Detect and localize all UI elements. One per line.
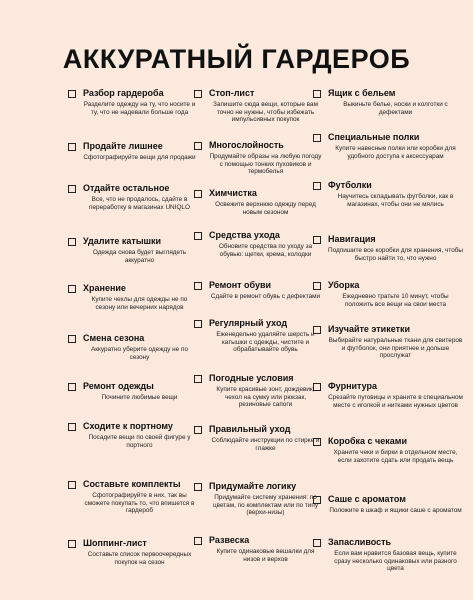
checklist-item-description: Продумайте образы на любую погоду с помощью тонких пуховиков и термобелья xyxy=(209,153,322,175)
checklist-item xyxy=(194,531,322,563)
checkbox[interactable] xyxy=(194,282,202,290)
checklist-item-text xyxy=(209,535,322,563)
checkbox[interactable] xyxy=(68,143,76,151)
checkbox[interactable] xyxy=(313,383,321,391)
checklist-item xyxy=(68,232,196,264)
checklist-item xyxy=(68,475,196,515)
checklist-item-title: Саше с ароматом xyxy=(328,494,406,504)
checklist-item-text xyxy=(83,88,196,116)
checklist-item-description: Сфотографируйте вещи для продажи xyxy=(83,154,196,161)
checklist-item-text xyxy=(83,283,196,311)
checklist-item-text xyxy=(83,479,196,515)
checkbox[interactable] xyxy=(68,540,76,548)
checklist-item xyxy=(68,179,196,211)
checklist-item xyxy=(313,377,463,409)
checklist-item-text xyxy=(209,88,322,124)
checklist-item-text xyxy=(209,188,322,216)
checklist-item-description: Все, что не продалось, сдайте в переработку в магазинах UNIQLO xyxy=(89,196,190,211)
checkbox[interactable] xyxy=(68,335,76,343)
checklist-item-description: Еженедельно удаляйте шерсть и катышки с одежды, чистите и обрабатывайте обувь xyxy=(216,331,315,353)
checklist-item-title: Запасливость xyxy=(328,537,392,547)
checklist-item xyxy=(194,136,322,176)
checklist-item xyxy=(68,137,196,162)
checkbox[interactable] xyxy=(194,142,202,150)
checklist-item-description: Освежите верхнюю одежду перед новым сезоном xyxy=(215,201,316,216)
checkbox[interactable] xyxy=(313,438,321,446)
page-title: АККУРАТНЫЙ ГАРДЕРОБ xyxy=(62,44,411,74)
checklist-item-title: Отдайте остальное xyxy=(83,183,170,193)
checklist-item-title: Многослойность xyxy=(209,140,284,150)
checklist-item-description: Положите в шкаф и ящики саше с ароматом xyxy=(329,507,462,514)
checklist-item-title: Фурнитура xyxy=(328,381,378,391)
checklist-item xyxy=(313,276,463,308)
checklist-item xyxy=(68,279,196,311)
checklist-item xyxy=(68,534,196,566)
checklist-item-text xyxy=(328,494,463,515)
checklist-item-text xyxy=(328,234,463,262)
checklist-item-title: Шоппинг-лист xyxy=(83,538,147,548)
checklist-item-description: Научитесь складывать футболки, как в магазинах, чтобы они не мялись xyxy=(337,193,454,208)
checklist-item-text xyxy=(328,180,463,208)
checklist-item-description: Выкиньте белье, носки и колготки с дефектами xyxy=(343,101,448,116)
checklist-item-description: Купите одинаковые вешалки для низов и верхов xyxy=(216,548,315,563)
checklist-item-title: Разбор гардероба xyxy=(83,88,164,98)
checklist-item-text xyxy=(83,381,196,402)
checkbox[interactable] xyxy=(68,285,76,293)
checklist-item xyxy=(68,84,196,116)
checklist-item-title: Развеска xyxy=(209,535,250,545)
checklist-item-text xyxy=(83,141,196,162)
checklist-item-description: Обновите средства по уходу за обувью: щетки, крема, колодки xyxy=(218,243,313,258)
checklist-item-text xyxy=(209,481,322,517)
checklist-item-description: Придумайте систему хранения: по цветам, по комплектам или по типу (верхи-низы) xyxy=(212,494,319,516)
checklist-item-description: Сдайте в ремонт обувь с дефектами xyxy=(210,293,321,300)
checklist-item-description: Подпишите все коробки для хранения, чтобы быстро найти то, что нужно xyxy=(328,247,464,262)
checkbox[interactable] xyxy=(194,190,202,198)
checklist-item-description: Почините любимые вещи xyxy=(101,394,178,401)
checklist-item-text xyxy=(83,236,196,264)
checklist-item xyxy=(194,420,322,452)
checkbox[interactable] xyxy=(313,282,321,290)
checklist-item-title: Смена сезона xyxy=(83,333,145,343)
checklist-item-title: Ящик с бельем xyxy=(328,88,396,98)
checklist-item-text xyxy=(83,183,196,211)
checklist-item xyxy=(194,276,322,301)
checklist-item-title: Средства ухода xyxy=(209,230,280,240)
checklist-item-text xyxy=(209,280,322,301)
checkbox[interactable] xyxy=(313,539,321,547)
checklist-item-text xyxy=(328,436,463,464)
checkbox[interactable] xyxy=(194,320,202,328)
checklist-item-title: Регулярный уход xyxy=(209,318,288,328)
checklist-item-text xyxy=(328,88,463,116)
checkbox[interactable] xyxy=(194,537,202,545)
checklist-item-title: Составьте комплекты xyxy=(83,479,181,489)
checklist-item-description: Составьте список первоочередных покупок на сезон xyxy=(87,551,192,566)
checklist-item-description: Запишите сюда вещи, которые вам точно не нужны, чтобы избежать импульсивных покупок xyxy=(213,101,318,123)
checklist-item-description: Соблюдайте инструкции по стирке и глажке xyxy=(211,437,320,452)
checklist-item-title: Химчистка xyxy=(209,188,257,198)
checklist-item xyxy=(194,314,322,354)
checklist-item-text xyxy=(328,537,463,573)
checklist-item-title: Коробка с чеками xyxy=(328,436,407,446)
checklist-item-title: Специальные полки xyxy=(328,132,420,142)
checkbox[interactable] xyxy=(68,481,76,489)
checklist-item-description: Купите красивые зонт, дождевик, чехол на сумку или рюкзак, резиновые сапоги xyxy=(216,386,315,408)
checkbox[interactable] xyxy=(68,185,76,193)
checklist-item xyxy=(313,176,463,208)
checklist-item-title: Ремонт одежды xyxy=(83,381,154,391)
checklist-item-title: Изучайте этикетки xyxy=(328,324,411,334)
checklist-item xyxy=(313,533,463,573)
checklist-columns xyxy=(68,84,468,598)
checklist-item xyxy=(68,329,196,361)
checkbox[interactable] xyxy=(68,383,76,391)
checkbox[interactable] xyxy=(313,496,321,504)
checklist-item-title: Уборка xyxy=(328,280,360,290)
checkbox[interactable] xyxy=(194,90,202,98)
checklist-item-title: Придумайте логику xyxy=(209,481,297,491)
checkbox[interactable] xyxy=(313,182,321,190)
checklist-item-text xyxy=(209,318,322,354)
checklist-item xyxy=(194,84,322,124)
checklist-item xyxy=(313,230,463,262)
checklist-item xyxy=(313,128,463,160)
checklist-item-description: Разделите одежду на ту, что носите и ту, что не надевали больше года xyxy=(83,101,196,116)
checklist-item-description: Сфотографируйте в них, так вы сможете покупать то, что впишется в гардероб xyxy=(84,492,195,514)
checklist-item-title: Продайте лишнее xyxy=(83,141,163,151)
checklist-item-text xyxy=(83,421,196,449)
checklist-item xyxy=(68,377,196,402)
checkbox[interactable] xyxy=(313,90,321,98)
checkbox[interactable] xyxy=(313,326,321,334)
checkbox[interactable] xyxy=(194,483,202,491)
checklist-item-title: Сходите к портному xyxy=(83,421,173,431)
checklist-item xyxy=(313,490,463,515)
checklist-item-description: Купите навесные полки или коробки для удобного доступа к аксессуарам xyxy=(335,145,456,160)
checklist-item-title: Футболки xyxy=(328,180,372,190)
checklist-item-text xyxy=(209,230,322,258)
checklist-item-text xyxy=(83,333,196,361)
checkbox[interactable] xyxy=(68,90,76,98)
checklist-item-description: Купите чехлы для одежды не по сезону или вечерних нарядов xyxy=(91,296,188,311)
checklist-item-text xyxy=(209,140,322,176)
checklist-item xyxy=(194,369,322,409)
checkbox[interactable] xyxy=(68,423,76,431)
checkbox[interactable] xyxy=(194,232,202,240)
checklist-item-title: Хранение xyxy=(83,283,126,293)
checkbox[interactable] xyxy=(313,236,321,244)
checklist-item xyxy=(194,477,322,517)
checklist-item xyxy=(194,184,322,216)
checklist-item-text xyxy=(328,132,463,160)
checkbox[interactable] xyxy=(313,134,321,142)
checklist-item-text xyxy=(328,280,463,308)
checklist-item-description: Аккуратно уберите одежду не по сезону xyxy=(91,346,188,361)
checklist-item-title: Ремонт обуви xyxy=(209,280,272,290)
checklist-item-text xyxy=(328,381,463,409)
checklist-item-title: Стоп-лист xyxy=(209,88,255,98)
checklist-item-title: Погодные условия xyxy=(209,373,294,383)
checklist-item-description: Если вам нравится базовая вещь, купите сразу несколько одинаковых или разного цвета xyxy=(334,550,457,572)
checklist-item-text xyxy=(209,424,322,452)
checklist-item-title: Правильный уход xyxy=(209,424,291,434)
checklist-item-title: Удалите катышки xyxy=(83,236,162,246)
checklist-item xyxy=(194,226,322,258)
checklist-item-title: Навигация xyxy=(328,234,376,244)
checklist-item-description: Срезайте пуговицы и храните в специальном месте с иголкой и нитками нужных цветов xyxy=(328,394,463,409)
checklist-item-description: Одежда снова будет выглядеть аккуратно xyxy=(92,249,187,264)
checklist-item xyxy=(313,320,463,360)
checklist-item-description: Храните чеки и бирки в отдельном месте, если захотите сдать или продать вещь xyxy=(333,449,458,464)
checklist-item xyxy=(68,417,196,449)
checklist-item-description: Посадите вещи по своей фигуре у портного xyxy=(88,434,191,449)
checklist-item-text xyxy=(209,373,322,409)
checklist-item-text xyxy=(328,324,463,360)
checkbox[interactable] xyxy=(194,426,202,434)
checklist-item-text xyxy=(83,538,196,566)
checklist-item-description: Ежедневно тратьте 10 минут, чтобы положить все вещи на свои места xyxy=(342,293,449,308)
checklist-item-description: Выбирайте натуральные ткани для свитеров и футболок, они приятнее и дольше прослужат xyxy=(328,337,463,359)
checkbox[interactable] xyxy=(194,375,202,383)
checkbox[interactable] xyxy=(68,238,76,246)
checklist-item xyxy=(313,432,463,464)
checklist-item xyxy=(313,84,463,116)
